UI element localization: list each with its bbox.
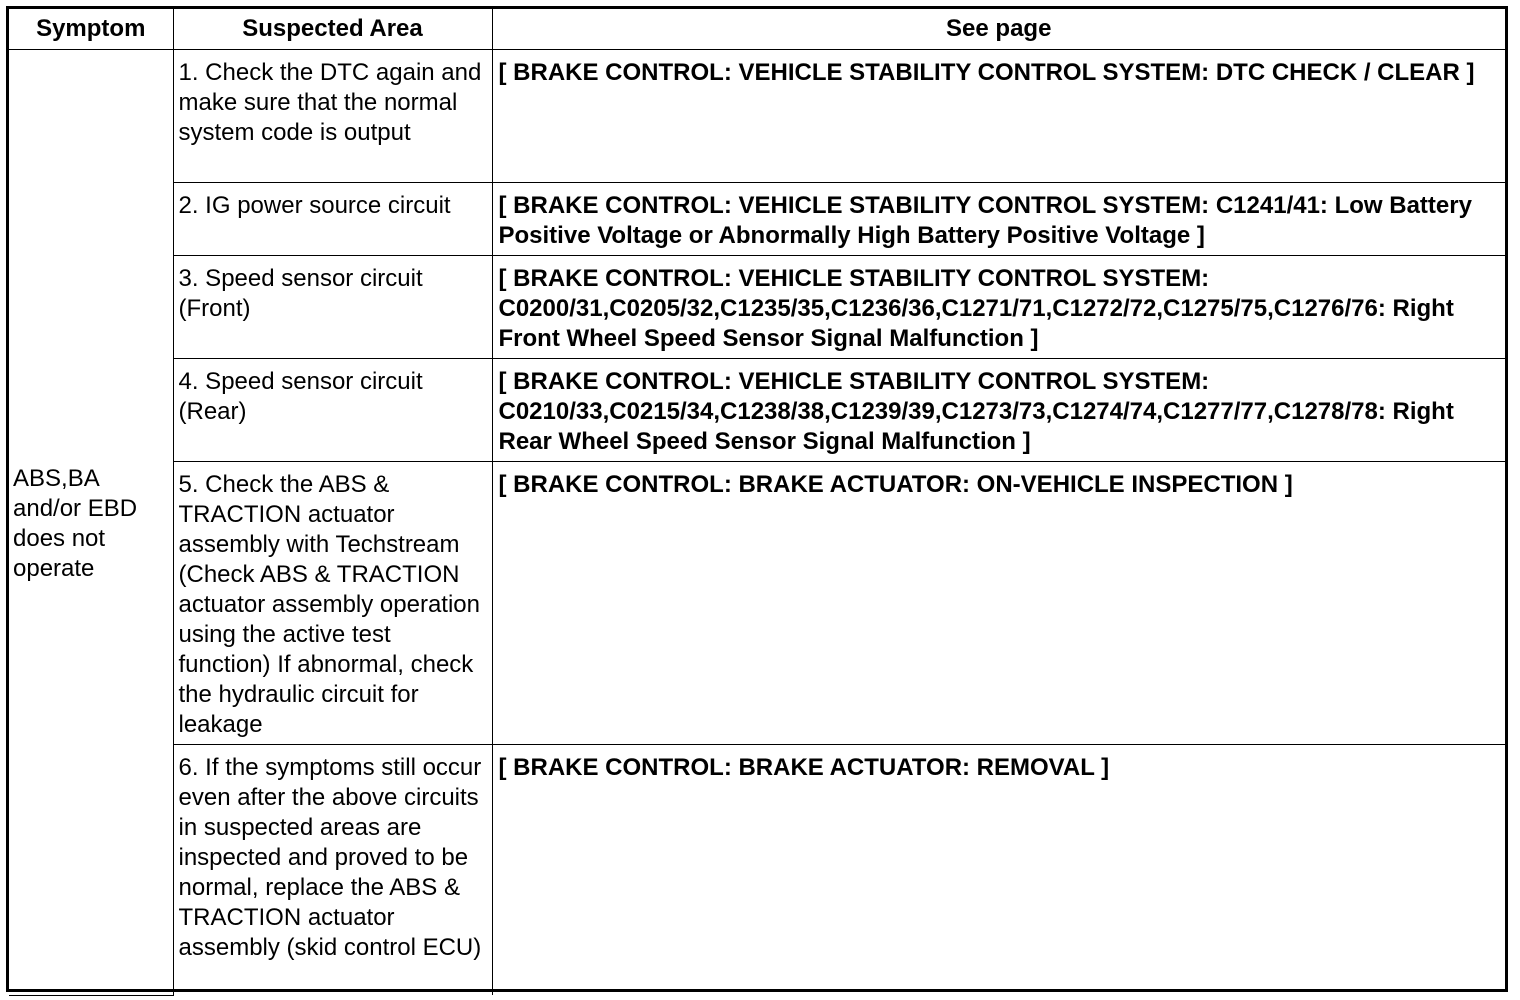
troubleshooting-table-frame xyxy=(6,6,1508,992)
suspected-area-cell: 4. Speed sensor circuit (Rear) xyxy=(173,359,492,462)
table-row xyxy=(9,359,1505,462)
header-symptom: Symptom xyxy=(9,9,173,50)
see-page-cell: [ BRAKE CONTROL: BRAKE ACTUATOR: ON-VEHICLE INSPECTION ] xyxy=(492,462,1505,745)
suspected-area-cell: 3. Speed sensor circuit (Front) xyxy=(173,256,492,359)
suspected-area-cell: 1. Check the DTC again and make sure that the normal system code is output xyxy=(173,50,492,183)
see-page-cell: [ BRAKE CONTROL: VEHICLE STABILITY CONTROL SYSTEM: C0200/31,C0205/32,C1235/35,C1236/36,C1271/71,C1272/72,C1275/75,C1276/76: Right Front Wheel Speed Sensor Signal Malfunction ] xyxy=(492,256,1505,359)
see-page-cell: [ BRAKE CONTROL: BRAKE ACTUATOR: REMOVAL ] xyxy=(492,745,1505,996)
suspected-area-cell: 6. If the symptoms still occur even after the above circuits in suspected areas are inspected and proved to be normal, replace the ABS & TRACTION actuator assembly (skid control ECU) xyxy=(173,745,492,996)
table-row xyxy=(9,183,1505,256)
table-row xyxy=(9,462,1505,745)
suspected-area-cell: 5. Check the ABS & TRACTION actuator assembly with Techstream (Check ABS & TRACTION actuator assembly operation using the active test function) If abnormal, check the hydraulic circuit for leakage xyxy=(173,462,492,745)
suspected-area-cell: 2. IG power source circuit xyxy=(173,183,492,256)
table-row xyxy=(9,745,1505,996)
symptom-cell: ABS,BA and/or EBD does not operate xyxy=(9,50,173,996)
table-header-row xyxy=(9,9,1505,50)
table-row xyxy=(9,256,1505,359)
table-row xyxy=(9,50,1505,183)
see-page-cell: [ BRAKE CONTROL: VEHICLE STABILITY CONTROL SYSTEM: C0210/33,C0215/34,C1238/38,C1239/39,C1273/73,C1274/74,C1277/77,C1278/78: Right Rear Wheel Speed Sensor Signal Malfunction ] xyxy=(492,359,1505,462)
troubleshooting-table xyxy=(9,9,1505,996)
header-see-page: See page xyxy=(492,9,1505,50)
see-page-cell: [ BRAKE CONTROL: VEHICLE STABILITY CONTROL SYSTEM: DTC CHECK / CLEAR ] xyxy=(492,50,1505,183)
see-page-cell: [ BRAKE CONTROL: VEHICLE STABILITY CONTROL SYSTEM: C1241/41: Low Battery Positive Voltage or Abnormally High Battery Positive Voltage ] xyxy=(492,183,1505,256)
header-suspected-area: Suspected Area xyxy=(173,9,492,50)
